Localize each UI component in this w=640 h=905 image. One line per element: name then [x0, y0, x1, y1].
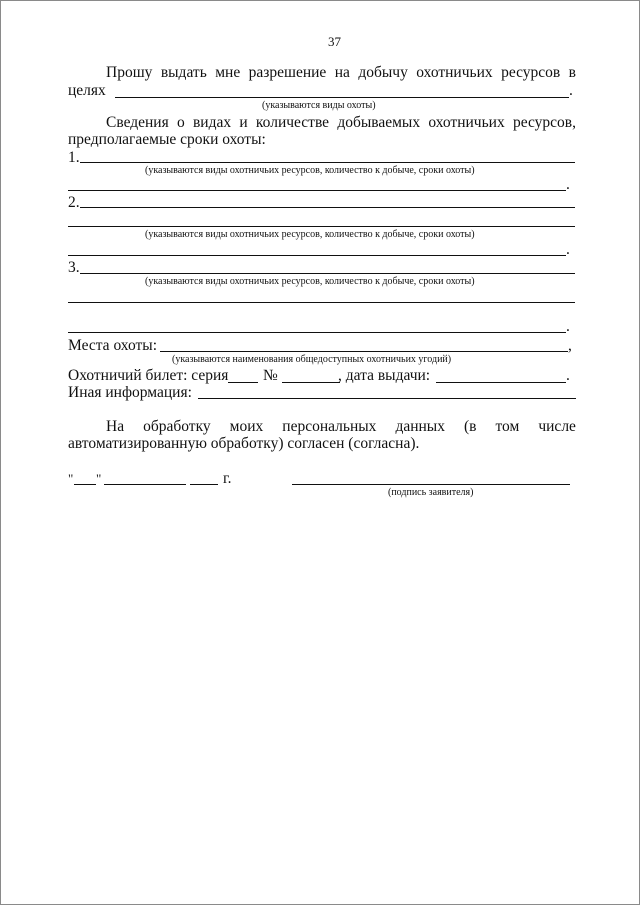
word: мне — [215, 64, 241, 81]
consent-line-1 — [106, 418, 576, 436]
word: разрешение — [248, 64, 327, 81]
request-line-1 — [106, 64, 576, 82]
word: на — [334, 64, 350, 81]
purpose-blank-line[interactable] — [115, 97, 569, 98]
item-3-number: 3. — [68, 259, 80, 276]
date-year-blank[interactable] — [190, 484, 218, 485]
word: числе — [538, 418, 576, 435]
word: моих — [229, 418, 264, 435]
word: (в — [463, 418, 477, 435]
resources-intro-line-1 — [106, 114, 576, 132]
item-1-end-mark: . — [566, 176, 570, 193]
item-2-line-a[interactable] — [80, 207, 575, 208]
item-3-hint: (указываются виды охотничьих ресурсов, количество к добыче, сроки охоты) — [145, 276, 475, 287]
word: добычу — [358, 64, 408, 81]
ticket-series-blank[interactable] — [228, 382, 258, 383]
page-number: 37 — [328, 34, 341, 49]
ticket-date-blank[interactable] — [436, 382, 566, 383]
word: добываемых — [337, 114, 421, 131]
ticket-number-label: № — [263, 367, 278, 384]
word: охотничьих — [416, 64, 493, 81]
word: о — [176, 114, 185, 131]
item-3-line-a[interactable] — [80, 273, 575, 274]
date-day-blank[interactable] — [74, 484, 96, 485]
item-2-end-mark: . — [566, 241, 570, 258]
other-info-label: Иная информация: — [68, 384, 192, 401]
hint-hunting-types: (указываются виды охоты) — [262, 100, 376, 111]
consent-line-2: автоматизированную обработку) согласен (согласна). — [68, 435, 420, 452]
signature-blank-line[interactable] — [292, 484, 570, 485]
word: видах — [192, 114, 232, 131]
word: На — [106, 418, 125, 435]
item-1-line-a[interactable] — [80, 162, 575, 163]
item-3-line-c[interactable] — [68, 332, 566, 333]
word: охотничьих — [428, 114, 505, 131]
word: том — [495, 418, 520, 435]
date-quote-close: " — [96, 471, 102, 486]
signature-hint: (подпись заявителя) — [388, 487, 474, 498]
item-1-hint: (указываются виды охотничьих ресурсов, количество к добыче, сроки охоты) — [145, 165, 475, 176]
date-month-blank[interactable] — [104, 484, 186, 485]
item-1-number: 1. — [68, 149, 80, 166]
ticket-number-blank[interactable] — [282, 382, 340, 383]
item-2-line-c[interactable] — [68, 255, 566, 256]
places-hint: (указываются наименования общедоступных охотничьих угодий) — [172, 354, 452, 365]
ticket-label: Охотничий билет: серия — [68, 367, 229, 384]
item-1-line-b[interactable] — [68, 190, 566, 191]
places-end-mark: , — [568, 337, 572, 354]
item-2-number: 2. — [68, 194, 80, 211]
word: ресурсов, — [512, 114, 576, 131]
date-quote-open: " — [68, 471, 74, 486]
word: Сведения — [106, 114, 169, 131]
places-blank-line[interactable] — [160, 351, 568, 352]
word: и — [239, 114, 248, 131]
resources-intro-line-2: предполагаемые сроки охоты: — [68, 131, 266, 148]
date-year-suffix: г. — [223, 470, 232, 487]
item-3-end-mark: . — [566, 318, 570, 335]
item-2-hint: (указываются виды охотничьих ресурсов, количество к добыче, сроки охоты) — [145, 229, 475, 240]
word: данных — [395, 418, 445, 435]
word: ресурсов — [501, 64, 561, 81]
places-label: Места охоты: — [68, 337, 158, 354]
other-info-blank-line[interactable] — [198, 398, 576, 399]
purpose-label: целях — [68, 82, 106, 99]
word: обработку — [143, 418, 211, 435]
word: в — [568, 64, 576, 81]
item-3-line-b[interactable] — [68, 302, 575, 303]
item-2-line-b[interactable] — [68, 226, 575, 227]
word: персональных — [282, 418, 377, 435]
purpose-end-mark: . — [569, 82, 573, 99]
word: Прошу — [106, 64, 153, 81]
ticket-end-mark: . — [566, 367, 570, 384]
word: количестве — [255, 114, 330, 131]
ticket-date-label: , дата выдачи: — [338, 367, 431, 384]
word: выдать — [160, 64, 207, 81]
